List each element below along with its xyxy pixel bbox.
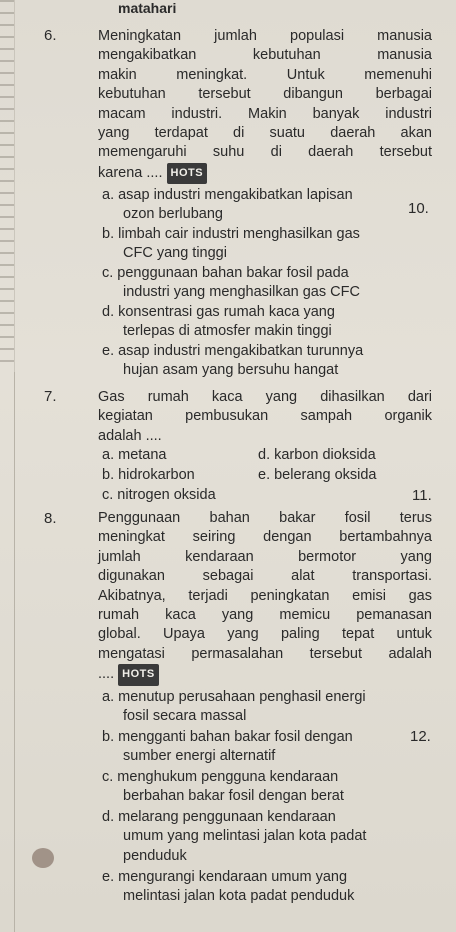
q8-option-b[interactable]: b. mengganti bahan bakar fosil dengan sumber energi alternatif [102,729,353,765]
q8-option-a[interactable]: a. menutup perusahaan penghasil energi fosil secara massal [102,689,366,725]
q6-stem: Meningkatan jumlah populasi manusia mengakibatkan kebutuhan manusia makin meningkat. Untuk memenuhi kebutuhan tersebut dibangun berbagai macam industri. Makin banyak industri yang terdapat di suatu daerah akan memengaruhi suhu di daerah tersebut karena .... HOTS [98,27,432,184]
q8-option-c[interactable]: c. menghukum pengguna kendaraan berbahan bakar fosil dengan berat [102,769,344,805]
ink-stain [32,848,54,868]
margin-line [14,372,15,932]
spiral-binding [0,0,15,372]
q7-stem: Gas rumah kaca yang dihasilkan dari kegiatan pembusukan sampah organik adalah .... [98,389,432,444]
q6-option-d[interactable]: d. konsentrasi gas rumah kaca yang terlepas di atmosfer makin tinggi [102,304,335,340]
hots-badge: HOTS [167,163,208,184]
q8-number: 8. [44,510,57,527]
side-number-10: 10. [408,200,429,217]
side-number-11: 11. [412,487,432,504]
q6-number: 6. [44,27,57,44]
q7-option-c[interactable]: c. nitrogen oksida [102,487,216,503]
q7-option-b[interactable]: b. hidrokarbon [102,467,195,483]
q6-option-b[interactable]: b. limbah cair industri menghasilkan gas CFC yang tinggi [102,226,360,262]
q6-option-a[interactable]: a. asap industri mengakibatkan lapisan ozon berlubang [102,187,353,223]
header-word: matahari [118,0,177,16]
q8-stem: Penggunaan bahan bakar fosil terus meningkat seiring dengan bertambahnya jumlah kendaraan bermotor yang digunakan sebagai alat transportasi. Akibatnya, terjadi peningkatan emisi gas rumah kaca yang memicu pemanasan global. Upaya yang paling tepat untuk mengatasi permasalahan tersebut adalah .... HOTS [98,509,432,686]
hots-badge: HOTS [118,664,159,685]
q6-option-e[interactable]: e. asap industri mengakibatkan turunnya hujan asam yang bersuhu hangat [102,343,364,379]
q7-option-e[interactable]: e. belerang oksida [258,467,377,483]
q8-option-d[interactable]: d. melarang penggunaan kendaraan umum yang melintasi jalan kota padat penduduk [102,809,367,864]
side-number-12: 12. [410,728,431,745]
q7-number: 7. [44,388,57,405]
q8-option-e[interactable]: e. mengurangi kendaraan umum yang melintasi jalan kota padat penduduk [102,869,355,905]
q7-option-d[interactable]: d. karbon dioksida [258,447,376,463]
q6-option-c[interactable]: c. penggunaan bahan bakar fosil pada industri yang menghasilkan gas CFC [102,265,360,301]
q7-option-a[interactable]: a. metana [102,447,167,463]
